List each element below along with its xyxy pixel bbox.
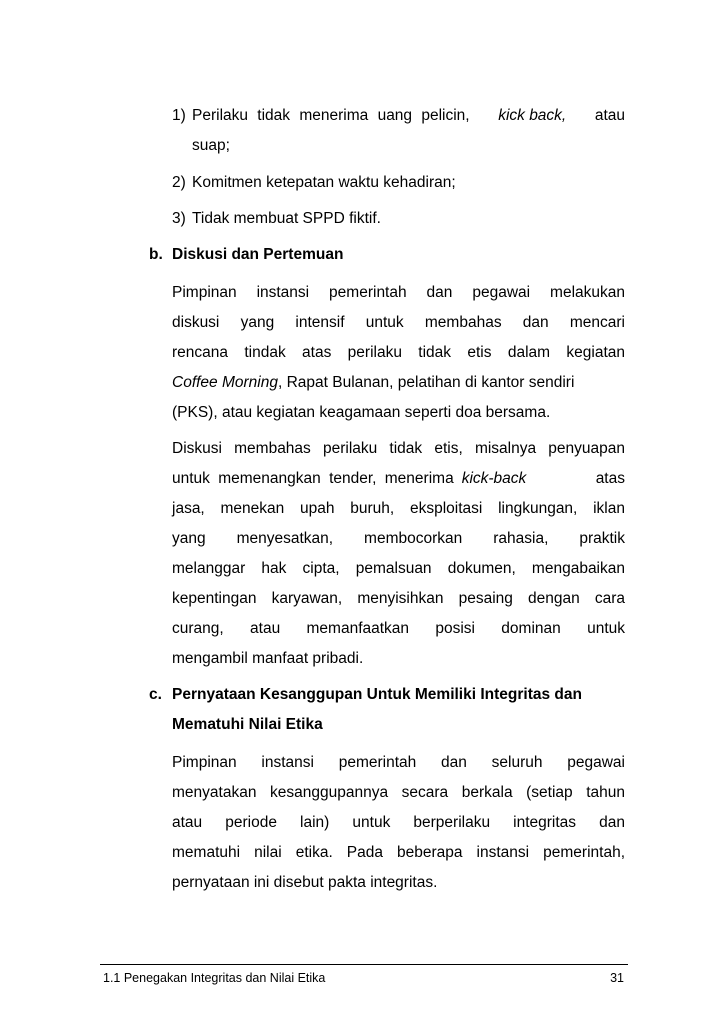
list-item (192, 107, 625, 125)
list-item-italic-text: kick back, (498, 107, 567, 124)
paragraph-line: menyatakan kesanggupannya secara berkala (setiap tahun (172, 784, 625, 801)
paragraph-text-end: atas (595, 470, 625, 487)
paragraph-line: Pimpinan instansi pemerintah dan pegawai melakukan (172, 284, 625, 301)
list-item-text: Perilaku tidak menerima uang pelicin, (192, 107, 470, 124)
paragraph-line (172, 374, 625, 392)
italic-term: kick-back (461, 470, 527, 487)
list-item-continuation: suap; (192, 137, 230, 154)
paragraph-line: yang menyesatkan, membocorkan rahasia, praktik (172, 530, 625, 547)
list-item-number: 2) (172, 174, 186, 191)
list-item-number: 1) (172, 107, 186, 124)
paragraph-line (172, 470, 625, 488)
page-number: 31 (610, 971, 624, 985)
paragraph-line: mengambil manfaat pribadi. (172, 650, 364, 667)
section-letter: b. (149, 246, 163, 263)
paragraph-line: kepentingan karyawan, menyisihkan pesaing dengan cara (172, 590, 625, 607)
paragraph-text: untuk memenangkan tender, menerima (172, 470, 454, 487)
paragraph-text: , Rapat Bulanan, pelatihan di kantor sendiri (277, 374, 575, 391)
footer-divider (100, 964, 628, 965)
section-heading-continuation: Mematuhi Nilai Etika (172, 716, 323, 733)
list-item-number: 3) (172, 210, 186, 227)
paragraph-line: pernyataan ini disebut pakta integritas. (172, 874, 438, 891)
list-item-text-end: atau (594, 107, 625, 124)
paragraph-line: mematuhi nilai etika. Pada beberapa instansi pemerintah, (172, 844, 625, 861)
paragraph-line: melanggar hak cipta, pemalsuan dokumen, mengabaikan (172, 560, 625, 577)
list-item-text: Komitmen ketepatan waktu kehadiran; (192, 174, 456, 191)
section-letter: c. (149, 686, 162, 703)
paragraph-line: diskusi yang intensif untuk membahas dan mencari (172, 314, 625, 331)
paragraph-line: curang, atau memanfaatkan posisi dominan untuk (172, 620, 625, 637)
paragraph-line: (PKS), atau kegiatan keagamaan seperti doa bersama. (172, 404, 551, 421)
list-item-text: Tidak membuat SPPD fiktif. (192, 210, 381, 227)
paragraph-line: Diskusi membahas perilaku tidak etis, misalnya penyuapan (172, 440, 625, 457)
paragraph-line: atau periode lain) untuk berperilaku integritas dan (172, 814, 625, 831)
paragraph-line: jasa, menekan upah buruh, eksploitasi lingkungan, iklan (172, 500, 625, 517)
section-heading: Pernyataan Kesanggupan Untuk Memiliki Integritas dan (172, 686, 582, 703)
section-heading: Diskusi dan Pertemuan (172, 246, 344, 263)
italic-term: Coffee Morning (172, 374, 278, 391)
paragraph-line: Pimpinan instansi pemerintah dan seluruh pegawai (172, 754, 625, 771)
paragraph-line: rencana tindak atas perilaku tidak etis dalam kegiatan (172, 344, 625, 361)
footer-title: 1.1 Penegakan Integritas dan Nilai Etika (103, 971, 326, 985)
